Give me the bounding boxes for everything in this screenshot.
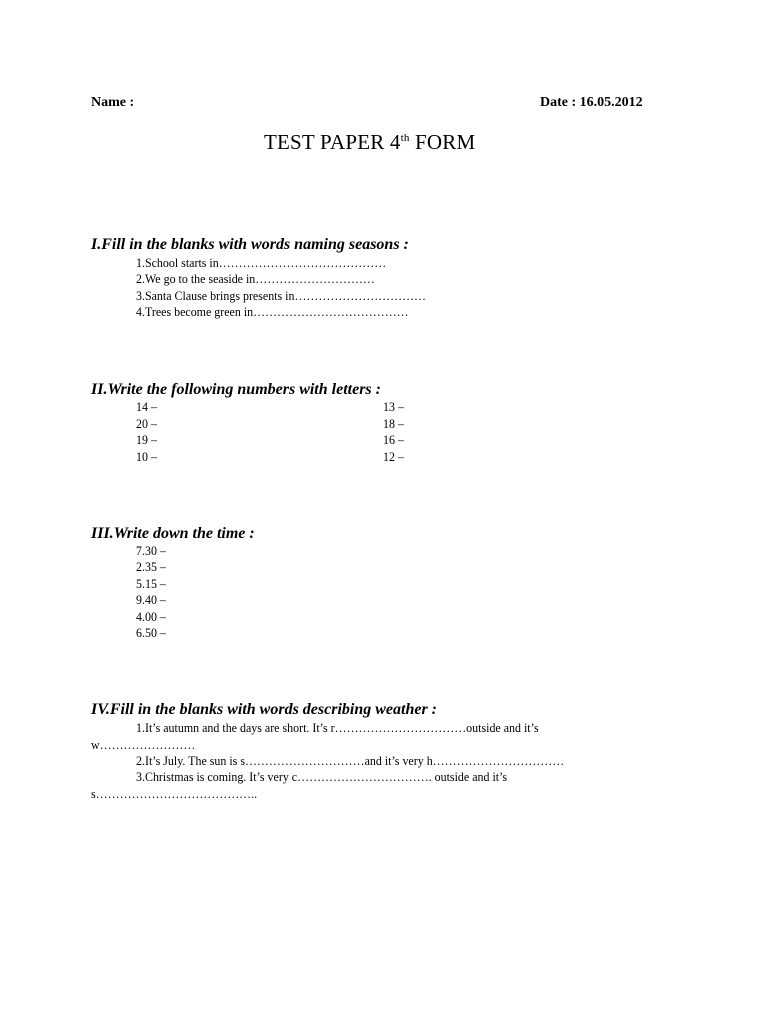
- date-label: Date : 16.05.2012: [540, 95, 643, 110]
- weather-line: 1.It’s autumn and the days are short. It’s r……………………………outside and it’s: [136, 720, 539, 735]
- section-1-item: 4.Trees become green in…………………………………: [136, 304, 409, 319]
- title-main: TEST PAPER 4: [264, 130, 401, 154]
- number-item-right: 16 –: [383, 432, 404, 447]
- section-1-item: 2.We go to the seaside in…………………………: [136, 271, 375, 286]
- section-1-item: 3.Santa Clause brings presents in……………………………: [136, 288, 427, 303]
- weather-line: w……………………: [91, 737, 196, 752]
- number-item-left: 20 –: [136, 416, 157, 431]
- section-2-heading: II.Write the following numbers with letters :: [91, 381, 381, 398]
- title-superscript: th: [400, 132, 410, 144]
- section-3-heading: III.Write down the time :: [91, 525, 255, 542]
- time-item: 4.00 –: [136, 609, 166, 624]
- number-item-right: 12 –: [383, 449, 404, 464]
- section-1-heading: I.Fill in the blanks with words naming seasons :: [91, 236, 409, 253]
- number-item-left: 10 –: [136, 449, 157, 464]
- time-item: 9.40 –: [136, 592, 166, 607]
- section-4-heading: IV.Fill in the blanks with words describing weather :: [91, 701, 438, 718]
- number-item-right: 18 –: [383, 416, 404, 431]
- title-suffix: FORM: [409, 130, 476, 154]
- number-item-left: 19 –: [136, 432, 157, 447]
- number-item-right: 13 –: [383, 399, 404, 414]
- number-item-left: 14 –: [136, 399, 157, 414]
- time-item: 2.35 –: [136, 559, 166, 574]
- section-1-item: 1.School starts in……………………………………: [136, 255, 387, 270]
- weather-line: 3.Christmas is coming. It’s very c……………………………. outside and it’s: [136, 769, 508, 784]
- name-label: Name :: [91, 95, 135, 110]
- weather-line: 2.It’s July. The sun is s…………………………and it’s very h……………………………: [136, 753, 565, 768]
- time-item: 5.15 –: [136, 576, 166, 591]
- time-item: 6.50 –: [136, 625, 166, 640]
- time-item: 7.30 –: [136, 543, 166, 558]
- page-title: [264, 130, 475, 155]
- weather-line: s…………………………………..: [91, 786, 258, 801]
